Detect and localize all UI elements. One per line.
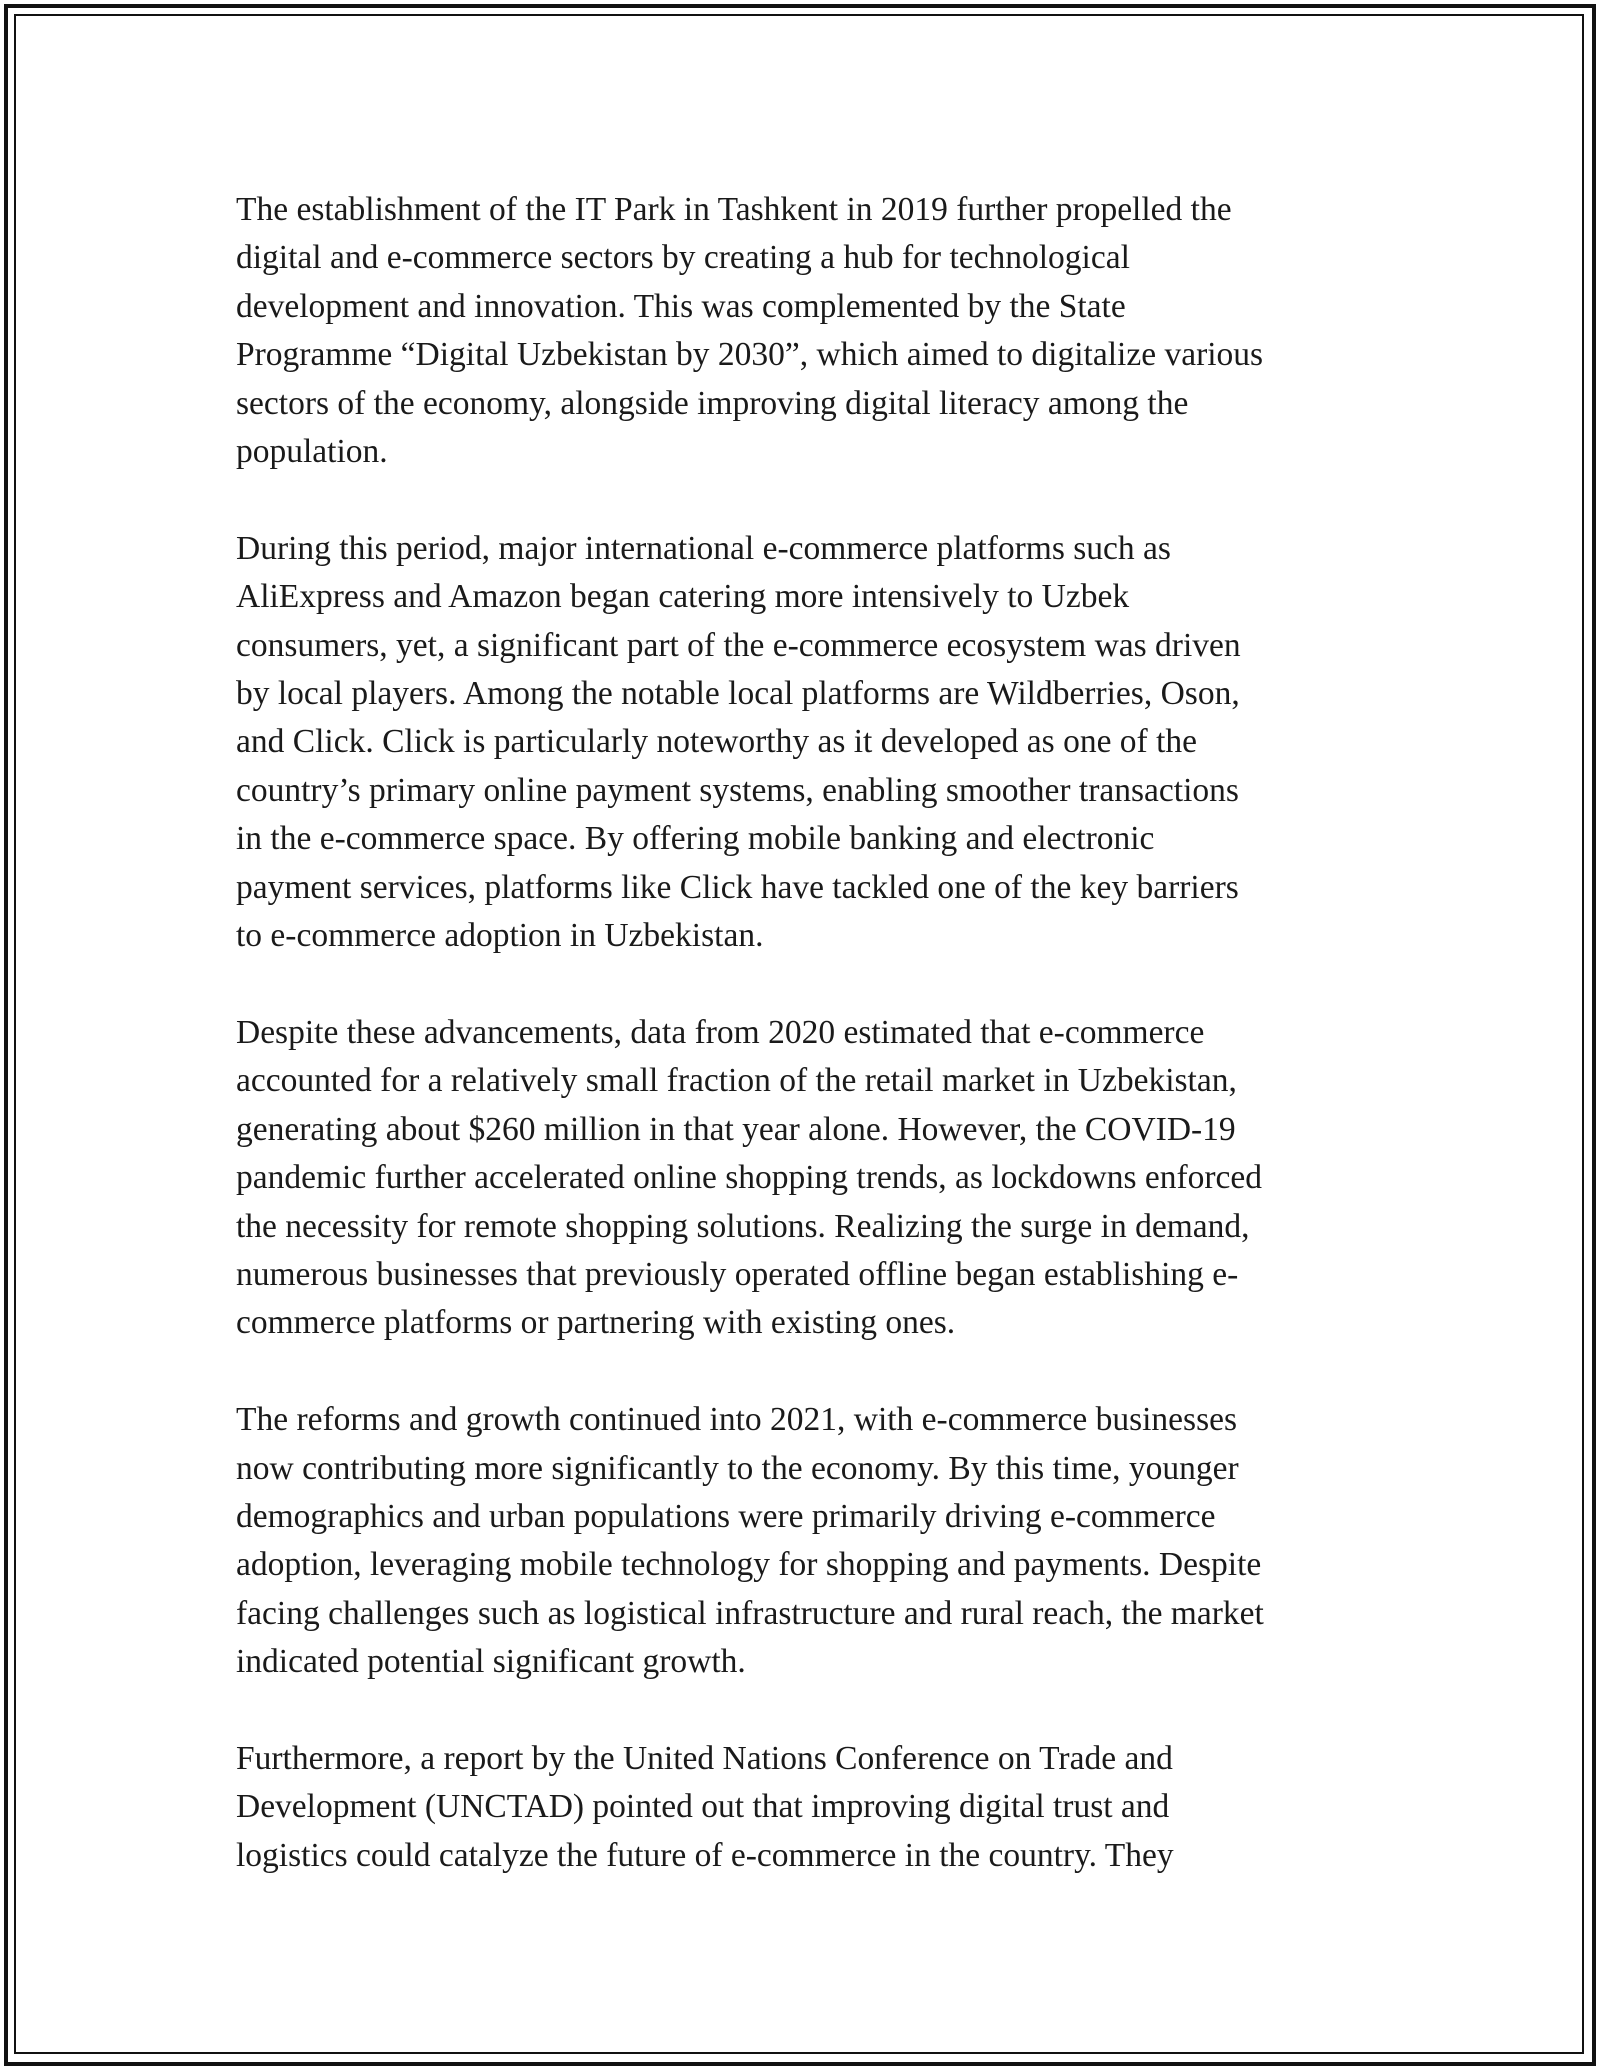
paragraph-2021-growth <box>236 1396 1366 1686</box>
paragraph-unctad <box>236 1735 1366 1880</box>
text-line: to e-commerce adoption in Uzbekistan. <box>236 917 764 955</box>
text-line: demographics and urban populations were primarily driving e-commerce <box>236 1497 1216 1535</box>
paragraph-platforms <box>236 525 1366 961</box>
text-line: The establishment of the IT Park in Tashkent in 2019 further propelled the <box>236 191 1232 228</box>
text-line: logistics could catalyze the future of e-commerce in the country. They <box>236 1836 1174 1874</box>
paragraph-it-park <box>236 186 1366 476</box>
text-line: During this period, major international e-commerce platforms such as <box>236 529 1171 567</box>
text-line: commerce platforms or partnering with existing ones. <box>236 1304 956 1342</box>
text-line: generating about $260 million in that year alone. However, the COVID-19 <box>236 1110 1236 1148</box>
text-line: accounted for a relatively small fraction of the retail market in Uzbekistan, <box>236 1062 1237 1100</box>
text-line: pandemic further accelerated online shopping trends, as lockdowns enforced <box>236 1159 1263 1197</box>
text-line: Furthermore, a report by the United Nations Conference on Trade and <box>236 1739 1173 1777</box>
text-line: Despite these advancements, data from 2020 estimated that e-commerce <box>236 1013 1205 1051</box>
text-line: payment services, platforms like Click have tackled one of the key barriers <box>236 868 1239 906</box>
text-line: in the e-commerce space. By offering mobile banking and electronic <box>236 820 1155 858</box>
document-body <box>236 186 1366 1929</box>
text-line: indicated potential significant growth. <box>236 1643 746 1681</box>
text-line: The reforms and growth continued into 2021, with e-commerce businesses <box>236 1401 1238 1439</box>
text-line: development and innovation. This was complemented by the State <box>236 287 1126 325</box>
text-line: the necessity for remote shopping solutions. Realizing the surge in demand, <box>236 1207 1250 1245</box>
text-line: sectors of the economy, alongside improving digital literacy among the <box>236 384 1189 422</box>
text-line: facing challenges such as logistical infrastructure and rural reach, the market <box>236 1594 1264 1632</box>
text-line: AliExpress and Amazon began catering more intensively to Uzbek <box>236 578 1130 616</box>
text-line: country’s primary online payment systems, enabling smoother transactions <box>236 771 1239 809</box>
text-line: now contributing more significantly to the economy. By this time, younger <box>236 1449 1239 1487</box>
text-line: by local players. Among the notable local platforms are Wildberries, Oson, <box>236 675 1240 713</box>
text-line: and Click. Click is particularly noteworthy as it developed as one of the <box>236 723 1198 761</box>
text-line: consumers, yet, a significant part of the e-commerce ecosystem was driven <box>236 626 1241 664</box>
text-line: numerous businesses that previously operated offline began establishing e- <box>236 1255 1239 1293</box>
text-line: adoption, leveraging mobile technology for shopping and payments. Despite <box>236 1546 1262 1584</box>
paragraph-2020-data <box>236 1009 1366 1348</box>
text-line: population. <box>236 433 388 471</box>
text-line: Development (UNCTAD) pointed out that improving digital trust and <box>236 1788 1170 1826</box>
text-line: Programme “Digital Uzbekistan by 2030”, which aimed to digitalize various <box>236 336 1264 374</box>
text-line: digital and e-commerce sectors by creating a hub for technological <box>236 239 1130 277</box>
